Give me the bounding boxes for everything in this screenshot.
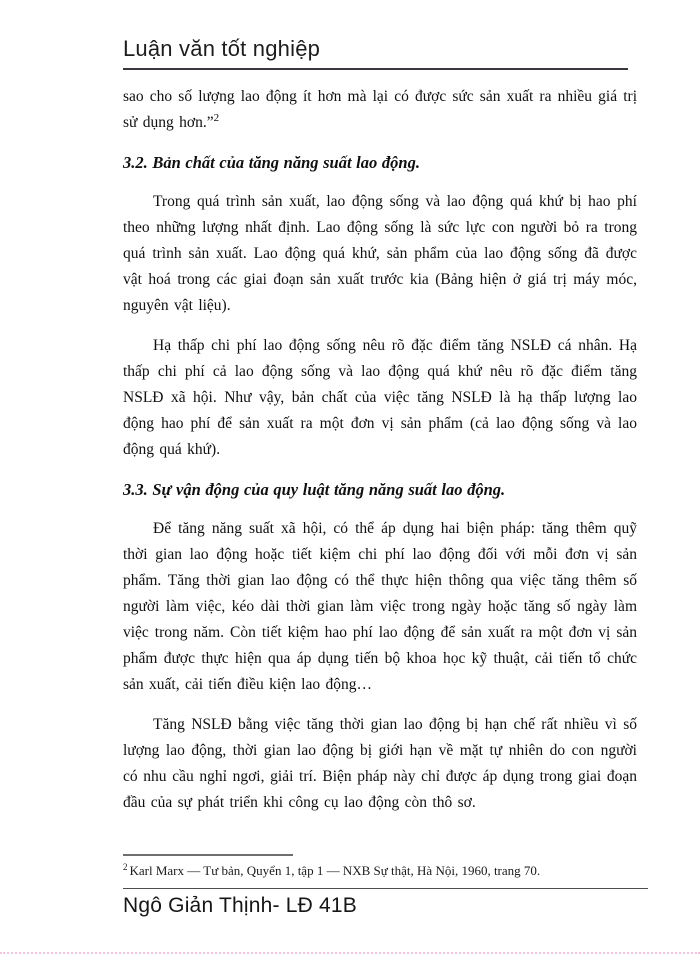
footnote-separator-rule bbox=[123, 854, 293, 856]
footer-signature: Ngô Giản Thịnh- LĐ 41B bbox=[123, 894, 357, 917]
paragraph-intro-text: sao cho số lượng lao động ít hơn mà lại có được sức sản xuất ra nhiều giá trị sử dụng hơn.” bbox=[123, 88, 637, 131]
paragraph-3-3-a: Để tăng năng suất xã hội, có thể áp dụng hai biện pháp: tăng thêm quỹ thời gian lao động hoặc tiết kiệm chi phí lao động đối với mỗi đơn vị sản phẩm. Tăng thời gian lao động có thể thực hiện thông qua việc tăng thêm số người làm việc, kéo dài thời gian làm việc trong ngày hoặc tăng số ngày làm việc trong năm. Còn tiết kiệm hao phí lao động để sản xuất ra một đơn vị sản phẩm được thực hiện qua áp dụng tiến bộ khoa học kỹ thuật, cải tiến tổ chức sản xuất, cải tiến điều kiện lao động… bbox=[123, 520, 637, 693]
footnote-text-line bbox=[123, 862, 637, 879]
paragraph-3-2-b: Hạ thấp chi phí lao động sống nêu rõ đặc điểm tăng NSLĐ cá nhân. Hạ thấp chi phí cả lao động sống và lao động quá khứ nêu rõ đặc điểm tăng NSLĐ xã hội. Như vậy, bản chất của việc tăng NSLĐ là hạ thấp lượng lao động hao phí để sản xuất ra một đơn vị sản phẩm (cả lao động sống và lao động quá khứ). bbox=[123, 337, 637, 458]
footnote-reference-2: 2 bbox=[213, 111, 220, 124]
section-heading-3-2: 3.2. Bản chất của tăng năng suất lao động. bbox=[123, 153, 420, 172]
section-heading-3-3: 3.3. Sự vận động của quy luật tăng năng suất lao động. bbox=[123, 480, 506, 499]
paragraph-3-3-b: Tăng NSLĐ bằng việc tăng thời gian lao động bị hạn chế rất nhiều vì số lượng lao động, thời gian lao động bị giới hạn về mặt tự nhiên do con người có nhu cầu nghỉ ngơi, giải trí. Biện pháp này chỉ được áp dụng trong giai đoạn đầu của sự phát triển khi công cụ lao động còn thô sơ. bbox=[123, 716, 637, 811]
bottom-dotted-rule bbox=[0, 952, 700, 954]
document-body bbox=[123, 78, 637, 830]
paragraph-intro bbox=[123, 84, 637, 136]
paragraph-3-2-a: Trong quá trình sản xuất, lao động sống và lao động quá khứ bị hao phí theo những lượng nhất định. Lao động sống là sức lực con người bỏ ra trong quá trình sản xuất. Lao động quá khứ, sản phẩm của lao động sống đã được vật hoá trong các giai đoạn sản xuất trước kia (Bảng hiện ở giá trị máy móc, nguyên vật liệu). bbox=[123, 193, 637, 314]
footnote-text: Karl Marx — Tư bản, Quyển 1, tập 1 — NXB Sự thật, Hà Nội, 1960, trang 70. bbox=[129, 863, 541, 878]
footnote-section bbox=[123, 854, 637, 879]
footnote-marker: 2 bbox=[123, 861, 128, 872]
page-header-title: Luận văn tốt nghiệp bbox=[123, 36, 628, 70]
page-footer bbox=[123, 888, 648, 918]
